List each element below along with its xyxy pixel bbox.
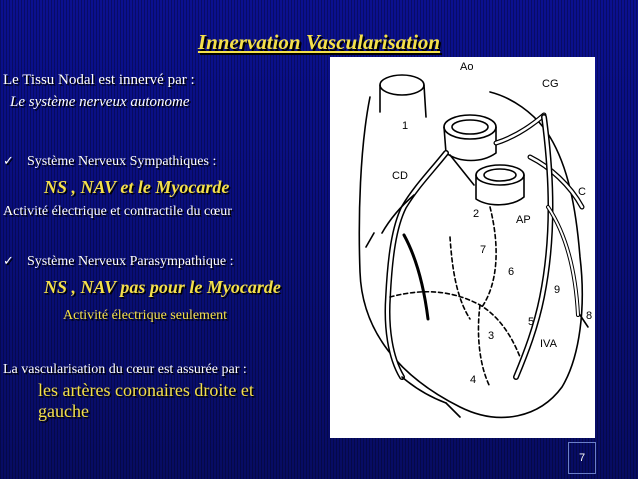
label-8: 8 [586, 310, 593, 322]
bullet-parasympathique-target: NS , NAV pas pour le Myocarde [44, 277, 281, 297]
label-ao: Ao [460, 61, 474, 73]
bullet-sympathique [3, 154, 216, 170]
label-3: 3 [488, 330, 495, 342]
bullet-sympathique-label: Système Nerveux Sympathiques : [27, 154, 217, 169]
checkmark-icon: ✓ [3, 154, 14, 169]
label-1: 1 [402, 120, 409, 132]
bullet-sympathique-effect: Activité électrique et contractile du cœur [3, 204, 232, 219]
vascularisation-line: La vascularisation du cœur est assurée par : [3, 362, 247, 377]
heart-diagram-svg [330, 57, 595, 438]
label-ap: AP [516, 214, 531, 226]
label-2: 2 [473, 208, 480, 220]
bullet-parasympathique-label: Système Nerveux Parasympathique : [27, 254, 234, 269]
bullet-sympathique-target: NS , NAV et le Myocarde [44, 177, 230, 197]
intro-sub: Le système nerveux autonome [10, 94, 190, 110]
slide-title: Innervation Vascularisation [197, 30, 441, 54]
label-7: 7 [480, 244, 487, 256]
label-c: C [578, 186, 586, 198]
label-cd: CD [392, 170, 408, 182]
label-iva: IVA [540, 338, 557, 350]
bullet-parasympathique [3, 254, 233, 270]
label-9: 9 [554, 284, 561, 296]
bullet-parasympathique-effect: Activité électrique seulement [63, 308, 228, 323]
page-number: 7 [568, 442, 596, 474]
heart-coronary-diagram [330, 57, 595, 438]
label-4: 4 [470, 374, 477, 386]
intro-line: Le Tissu Nodal est innervé par : [3, 72, 195, 88]
label-5: 5 [528, 316, 535, 328]
checkmark-icon: ✓ [3, 254, 14, 269]
label-6: 6 [508, 266, 515, 278]
vascularisation-answer-1: les artères coronaires droite et [38, 380, 254, 400]
label-cg: CG [542, 78, 559, 90]
vascularisation-answer-2: gauche [38, 401, 89, 421]
